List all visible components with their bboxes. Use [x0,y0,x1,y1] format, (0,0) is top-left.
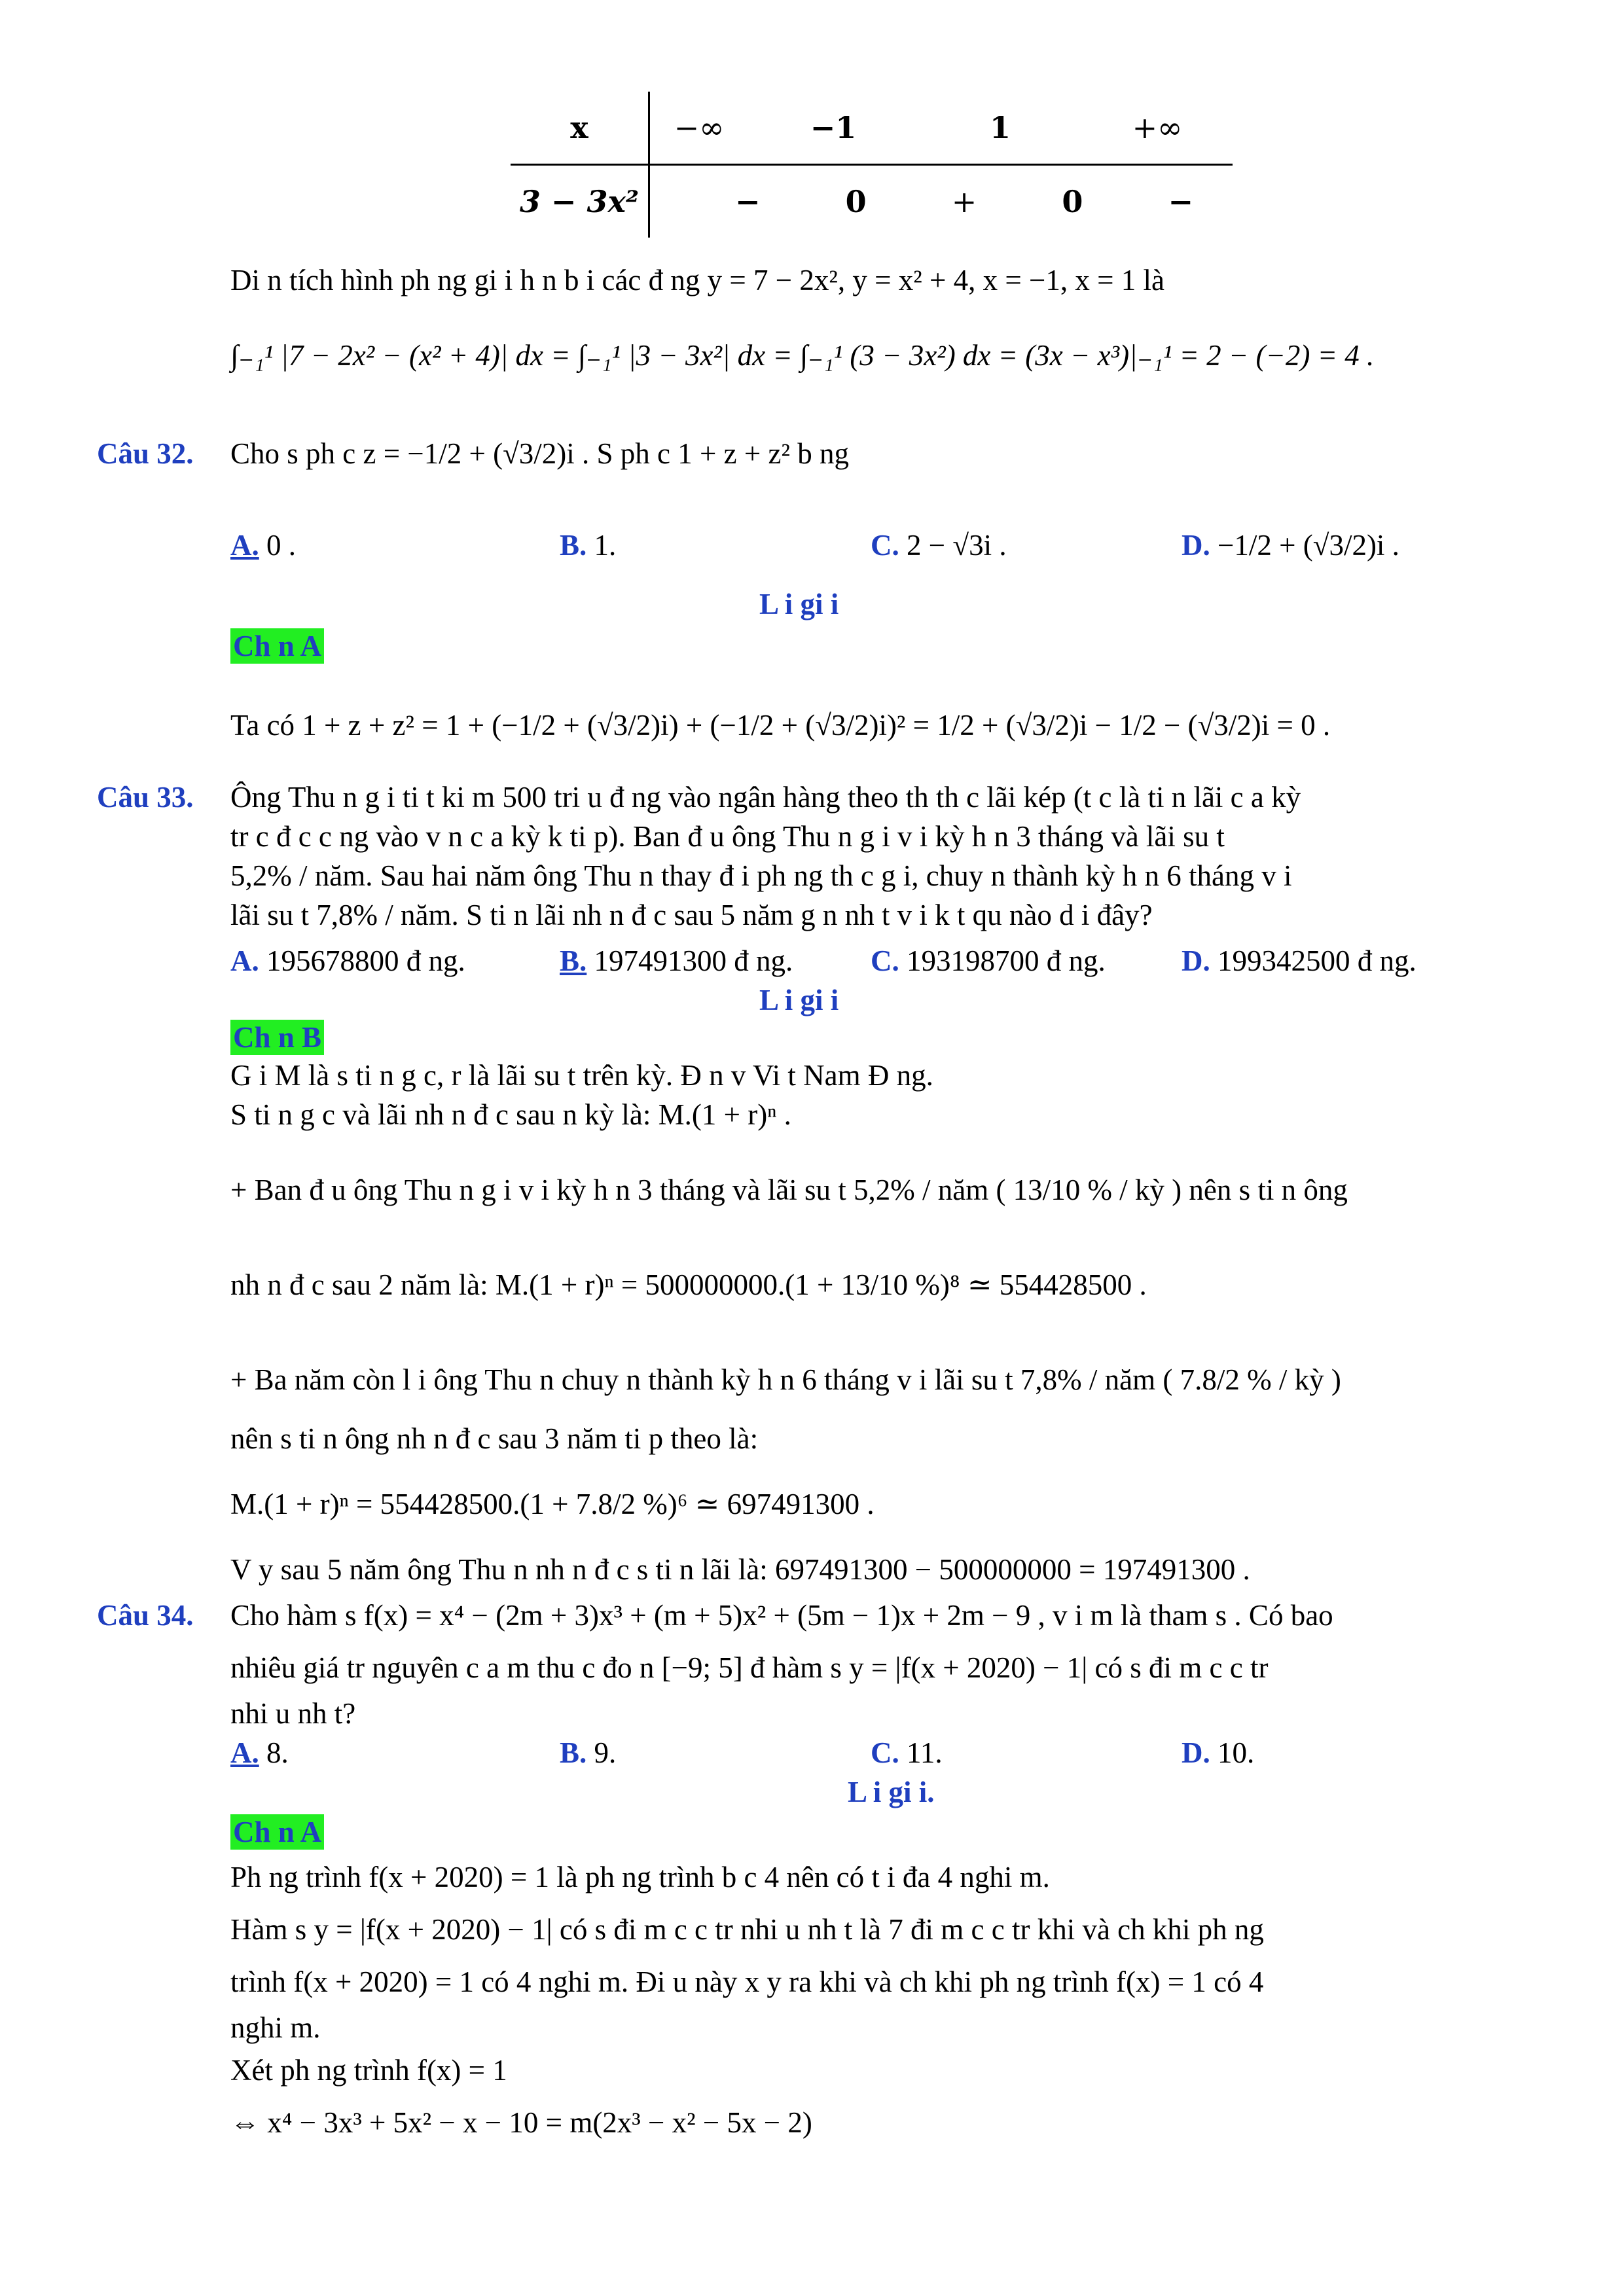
solution-line: nh n đ c sau 2 năm là: M.(1 + r)ⁿ = 500000000.(1 + 13/10 %)⁸ ≃ 554428500 . [230,1268,1147,1301]
sign-table-x-value: −1 [810,110,857,145]
solution-line: Ph ng trình f(x + 2020) = 1 là ph ng trình b c 4 nên có t i đa 4 nghi m. [230,1861,1050,1893]
option-c[interactable]: C. 193198700 đ ng. [871,944,1106,977]
question-stem: Cho s ph c z = −1/2 + (√3/2)i . S ph c 1 + z + z² b ng [230,437,849,470]
option-a[interactable]: A. 8. [230,1736,289,1769]
option-b[interactable]: B. 1. [560,529,617,562]
option-a[interactable]: A. 0 . [230,529,296,562]
sign-table-sign: − [735,184,761,219]
solution-line: M.(1 + r)ⁿ = 554428500.(1 + 7.8/2 %)⁶ ≃ 697491300 . [230,1488,875,1520]
sign-table-x-label: x [511,92,649,165]
solution-title: L i gi i. [848,1776,935,1808]
option-d[interactable]: D. −1/2 + (√3/2)i . [1182,529,1399,562]
question-stem-line: lãi su t 7,8% / năm. S ti n lãi nh n đ c sau 5 năm g n nh t v i k t qu nào d i đây? [230,899,1153,931]
sign-table-sign: 0 [1062,184,1083,219]
option-c[interactable]: C. 11. [871,1736,943,1769]
option-d[interactable]: D. 10. [1182,1736,1255,1769]
solution-work: Ta có 1 + z + z² = 1 + (−1/2 + (√3/2)i) + (−1/2 + (√3/2)i)² = 1/2 + (√3/2)i − 1/2 − (√3/2)i = 0 . [230,709,1331,742]
solution-line: Hàm s y = |f(x + 2020) − 1| có s đi m c c tr nhi u nh t là 7 đi m c c tr khi và ch khi ph ng [230,1913,1264,1946]
chosen-answer: Ch n A [230,1814,324,1850]
option-d[interactable]: D. 199342500 đ ng. [1182,944,1416,977]
question-stem-line: tr c đ c c ng vào v n c a kỳ k ti p). Ban đ u ông Thu n g i v i kỳ h n 3 tháng và lãi su t [230,820,1225,853]
sign-table-sign: 0 [845,184,867,219]
question-stem-line: Cho hàm s f(x) = x⁴ − (2m + 3)x³ + (m + 5)x² + (5m − 1)x + 2m − 9 , v i m là tham s . Có bao [230,1599,1333,1632]
solution-line: G i M là s ti n g c, r là lãi su t trên kỳ. Đ n v Vi t Nam Đ ng. [230,1059,933,1092]
solution-line: nghi m. [230,2011,321,2044]
solution-line: V y sau 5 năm ông Thu n nh n đ c s ti n lãi là: 697491300 − 500000000 = 197491300 . [230,1553,1250,1586]
sign-table-x-value: −∞ [674,110,725,145]
chosen-answer: Ch n A [230,628,324,664]
sign-table-sign: + [951,184,977,219]
question-label: Câu 34. [97,1599,194,1632]
sign-table-x-value: +∞ [1132,110,1183,145]
sign-table-x-value: 1 [989,110,1011,145]
area-integral: ∫₋₁¹ |7 − 2x² − (x² + 4)| dx = ∫₋₁¹ |3 − 3x²| dx = ∫₋₁¹ (3 − 3x²) dx = (3x − x³)|₋₁¹ = 2 − (−2) = 4 . [230,339,1375,372]
question-stem-line: nhi u nh t? [230,1697,356,1730]
solution-title: L i gi i [759,588,839,620]
option-a[interactable]: A. 195678800 đ ng. [230,944,465,977]
question-stem-line: Ông Thu n g i ti t ki m 500 tri u đ ng vào ngân hàng theo th th c lãi kép (t c là ti n lãi c a kỳ [230,781,1301,814]
question-label: Câu 32. [97,437,194,470]
question-stem-line: nhiêu giá tr nguyên c a m thu c đo n [−9; 5] đ hàm s y = |f(x + 2020) − 1| có s đi m c c tr [230,1651,1269,1684]
solution-line: S ti n g c và lãi nh n đ c sau n kỳ là: M.(1 + r)ⁿ . [230,1098,791,1131]
solution-line: nên s ti n ông nh n đ c sau 3 năm ti p theo là: [230,1422,759,1455]
question-label: Câu 33. [97,781,194,814]
option-b[interactable]: B. 9. [560,1736,617,1769]
area-statement: Di n tích hình ph ng gi i h n b i các đ ng y = 7 − 2x², y = x² + 4, x = −1, x = 1 là [230,264,1165,296]
solution-title: L i gi i [759,984,839,1016]
solution-line: + Ba năm còn l i ông Thu n chuy n thành kỳ h n 6 tháng v i lãi su t 7,8% / năm ( 7.8/2 % / kỳ ) [230,1363,1341,1396]
option-c[interactable]: C. 2 − √3i . [871,529,1007,562]
solution-line: trình f(x + 2020) = 1 có 4 nghi m. Đi u này x y ra khi và ch khi ph ng trình f(x) = 1 có 4 [230,1965,1264,1998]
chosen-answer: Ch n B [230,1020,324,1055]
question-stem-line: 5,2% / năm. Sau hai năm ông Thu n thay đ i ph ng th c g i, chuy n thành kỳ h n 6 tháng v i [230,859,1292,892]
sign-table-f-label: 3 − 3x² [511,165,649,238]
sign-table-sign: − [1168,184,1193,219]
solution-line: Xét ph ng trình f(x) = 1 [230,2054,507,2087]
sign-table [511,92,1233,238]
solution-line: + Ban đ u ông Thu n g i v i kỳ h n 3 tháng và lãi su t 5,2% / năm ( 13/10 % / kỳ ) nên s ti n ông [230,1174,1348,1206]
solution-line: ⇔ x⁴ − 3x³ + 5x² − x − 10 = m(2x³ − x² − 5x − 2) [230,2106,812,2139]
option-b[interactable]: B. 197491300 đ ng. [560,944,793,977]
